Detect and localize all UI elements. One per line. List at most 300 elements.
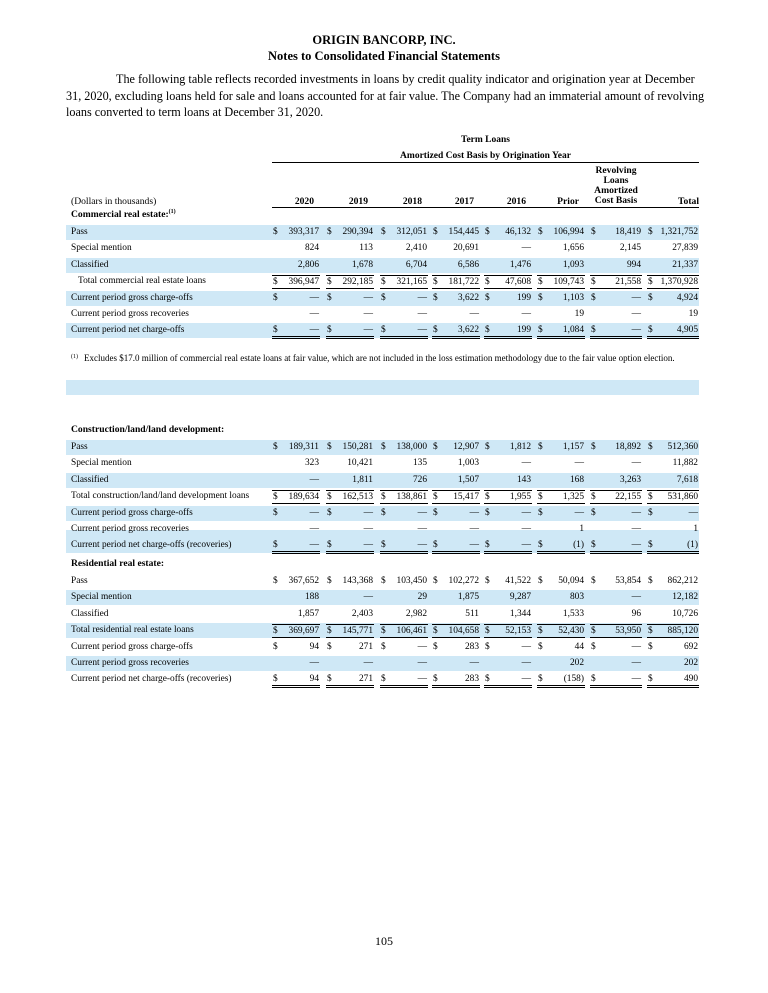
cell-value: (158) [563, 674, 584, 685]
currency-symbol: $ [648, 641, 653, 652]
cell-value: 396,947 [288, 277, 319, 288]
currency-symbol: $ [273, 626, 278, 637]
table-row [66, 574, 699, 589]
currency-symbol: $ [273, 292, 278, 303]
table-cell [432, 576, 480, 588]
revolving-header-line: Amortized [594, 185, 638, 196]
currency-symbol: $ [433, 626, 438, 637]
cell-value: 138,861 [396, 492, 427, 503]
cell-value: 52,430 [558, 626, 584, 637]
cell-value: 271 [358, 674, 373, 685]
currency-symbol: $ [591, 325, 596, 336]
table-cell [432, 309, 480, 321]
table-cell [380, 243, 428, 255]
column-header: Prior [557, 196, 579, 207]
cell-value: — [574, 507, 584, 518]
table-cell [484, 624, 532, 638]
table-cell [326, 540, 374, 554]
cell-value: 1,344 [509, 608, 531, 619]
currency-symbol: $ [381, 641, 386, 652]
currency-symbol: $ [538, 626, 543, 637]
table-cell [590, 508, 642, 520]
table-cell [484, 490, 532, 504]
cell-value: 312,051 [396, 227, 427, 237]
currency-symbol: $ [273, 641, 278, 652]
currency-symbol: $ [273, 227, 278, 237]
table-cell [272, 227, 320, 239]
section-title [71, 209, 176, 220]
cell-value: 393,317 [288, 227, 319, 237]
table-cell [537, 442, 585, 454]
cell-value: — [631, 641, 641, 652]
table-cell [272, 674, 320, 688]
table-cell [647, 490, 699, 504]
cell-value: 862,212 [667, 576, 698, 586]
table-cell [380, 576, 428, 588]
table-cell [590, 293, 642, 305]
cell-value: 106,461 [396, 626, 427, 637]
currency-symbol: $ [648, 227, 653, 237]
cell-value: 21,558 [615, 277, 641, 288]
table-row [66, 489, 699, 504]
cell-value: (1) [687, 540, 698, 551]
section-title [71, 424, 224, 435]
table-cell [380, 260, 428, 272]
table-cell [432, 524, 480, 536]
cell-value: — [521, 674, 531, 685]
table-cell [647, 227, 699, 239]
table-cell [326, 243, 374, 255]
table-cell [326, 674, 374, 688]
cell-value: — [417, 507, 427, 518]
currency-symbol: $ [327, 626, 332, 637]
table-cell [590, 576, 642, 588]
table-cell [380, 592, 428, 604]
table-cell [432, 508, 480, 520]
cell-value: 9,287 [509, 592, 531, 603]
table-row [66, 440, 699, 455]
revolving-header-line: Revolving [595, 165, 637, 176]
cell-value: — [631, 674, 641, 685]
currency-symbol: $ [648, 277, 653, 288]
currency-symbol: $ [273, 442, 278, 452]
row-label: Special mention [71, 592, 132, 603]
currency-symbol: $ [485, 442, 490, 452]
table-cell [326, 576, 374, 588]
cell-value: — [688, 507, 698, 518]
table-row [66, 607, 699, 622]
cell-value: — [363, 309, 373, 319]
cell-value: 154,445 [448, 227, 479, 237]
currency-symbol: $ [538, 292, 543, 303]
cell-value: — [417, 309, 427, 319]
cell-value: 20,691 [453, 243, 479, 254]
currency-symbol: $ [381, 227, 386, 237]
cell-value: 145,771 [342, 626, 373, 637]
table-cell [380, 624, 428, 638]
table-row [66, 456, 699, 471]
cell-value: 1,103 [562, 292, 584, 303]
row-label: Current period gross recoveries [71, 658, 189, 668]
table-cell [432, 458, 480, 470]
row-label: Current period net charge-offs (recoveries) [71, 674, 232, 685]
cell-value: 1,093 [562, 259, 584, 270]
table-cell [326, 490, 374, 504]
row-label: Special mention [71, 243, 132, 254]
cell-value: — [631, 592, 641, 603]
table-cell [272, 458, 320, 470]
table-cell [272, 658, 320, 670]
currency-symbol: $ [485, 540, 490, 551]
currency-symbol: $ [538, 277, 543, 288]
table-cell [380, 227, 428, 239]
table-cell [326, 309, 374, 321]
table-cell [537, 540, 585, 554]
currency-symbol: $ [591, 626, 596, 637]
table-cell [537, 642, 585, 654]
table-cell [537, 658, 585, 670]
currency-symbol: $ [381, 277, 386, 288]
row-label: Total residential real estate loans [71, 625, 194, 636]
table-cell [590, 275, 642, 289]
currency-symbol: $ [648, 292, 653, 303]
cell-value: 1,476 [509, 259, 531, 270]
table-cell [590, 227, 642, 239]
cell-value: 46,132 [505, 227, 531, 237]
cell-value: — [521, 507, 531, 518]
cell-value: 11,882 [672, 458, 698, 469]
caption-rule [272, 162, 699, 163]
row-label: Total construction/land/land development loans [71, 491, 250, 502]
cell-value: 1,812 [509, 442, 531, 452]
currency-symbol: $ [381, 492, 386, 503]
cell-value: — [521, 641, 531, 652]
currency-symbol: $ [433, 442, 438, 452]
table-row [66, 506, 699, 521]
cell-value: — [309, 292, 319, 303]
currency-symbol: $ [538, 227, 543, 237]
table-cell [432, 540, 480, 554]
table-row [66, 656, 699, 671]
table-cell [484, 442, 532, 454]
currency-symbol: $ [433, 325, 438, 336]
table-cell [380, 475, 428, 487]
header-rule [272, 207, 699, 208]
table-cell [272, 540, 320, 554]
cell-value: 44 [574, 641, 584, 652]
table-cell [484, 592, 532, 604]
table-cell [590, 609, 642, 621]
table-cell [432, 658, 480, 670]
table-cell [647, 624, 699, 638]
table-cell [432, 490, 480, 504]
currency-symbol: $ [381, 674, 386, 685]
cell-value: 199 [516, 292, 531, 303]
cell-value: — [309, 507, 319, 518]
table-cell [647, 674, 699, 688]
cell-value: 12,907 [453, 442, 479, 452]
table-row [66, 473, 699, 488]
cell-value: 10,726 [672, 608, 698, 619]
table-cell [537, 592, 585, 604]
row-label: Pass [71, 442, 88, 452]
spacer-band [66, 380, 699, 395]
cell-value: 1,321,752 [660, 227, 698, 237]
cell-value: 1,325 [562, 492, 584, 503]
currency-symbol: $ [485, 227, 490, 237]
column-header-revolving [584, 166, 648, 206]
table-cell [326, 293, 374, 305]
cell-value: — [631, 507, 641, 518]
table-cell [484, 260, 532, 272]
currency-symbol: $ [381, 325, 386, 336]
table-cell [484, 458, 532, 470]
cell-value: — [521, 524, 531, 534]
table-cell [590, 540, 642, 554]
currency-symbol: $ [273, 277, 278, 288]
cell-value: — [417, 674, 427, 685]
cell-value: — [521, 458, 531, 469]
table-cell [484, 475, 532, 487]
row-label: Current period net charge-offs [71, 325, 185, 336]
table-cell [272, 243, 320, 255]
cell-value: 135 [412, 458, 427, 469]
cell-value: 4,905 [676, 325, 698, 336]
table-cell [432, 592, 480, 604]
currency-symbol: $ [485, 325, 490, 336]
currency-symbol: $ [381, 292, 386, 303]
table-cell [537, 490, 585, 504]
cell-value: 3,263 [619, 474, 641, 485]
row-label: Pass [71, 227, 88, 237]
table-cell [590, 642, 642, 654]
table-cell [484, 227, 532, 239]
table-cell [484, 243, 532, 255]
cell-value: 2,982 [405, 608, 427, 619]
row-label: Current period gross charge-offs [71, 641, 193, 652]
section-title-text: Residential real estate: [71, 558, 165, 569]
cell-value: — [309, 474, 319, 485]
table-cell [484, 508, 532, 520]
cell-value: — [363, 592, 373, 603]
section-title [71, 558, 164, 569]
cell-value: — [469, 507, 479, 518]
cell-value: — [417, 658, 427, 668]
currency-symbol: $ [648, 507, 653, 518]
table-cell [380, 442, 428, 454]
table-cell [537, 243, 585, 255]
table-cell [537, 309, 585, 321]
cell-value: 18,892 [615, 442, 641, 452]
table-cell [590, 490, 642, 504]
cell-value: — [469, 524, 479, 534]
cell-value: — [631, 658, 641, 668]
cell-value: 27,839 [672, 243, 698, 254]
table-cell [647, 442, 699, 454]
currency-symbol: $ [538, 325, 543, 336]
table-cell [590, 243, 642, 255]
currency-symbol: $ [591, 227, 596, 237]
cell-value: 1,003 [457, 458, 479, 469]
currency-symbol: $ [591, 540, 596, 551]
table-row [66, 225, 699, 240]
currency-symbol: $ [485, 576, 490, 586]
cell-value: 2,145 [619, 243, 641, 254]
table-cell [537, 260, 585, 272]
table-cell [326, 524, 374, 536]
table-cell [380, 508, 428, 520]
table-cell [432, 609, 480, 621]
cell-value: — [363, 658, 373, 668]
cell-value: — [363, 540, 373, 551]
table-cell [590, 658, 642, 670]
cell-value: 885,120 [667, 626, 698, 637]
intro-paragraph [66, 71, 706, 121]
cell-value: 15,417 [453, 492, 479, 503]
table-cell [272, 642, 320, 654]
cell-value: 22,155 [615, 492, 641, 503]
cell-value: — [417, 292, 427, 303]
table-row [66, 522, 699, 537]
table-cell [647, 275, 699, 289]
cell-value: 1,955 [509, 492, 531, 503]
currency-symbol: $ [433, 292, 438, 303]
table-cell [647, 475, 699, 487]
table-cell [590, 260, 642, 272]
table-cell [272, 442, 320, 454]
currency-symbol: $ [591, 507, 596, 518]
table-cell [432, 227, 480, 239]
table-cell [326, 592, 374, 604]
table-cell [590, 524, 642, 536]
column-header: 2019 [348, 196, 368, 207]
table-row [66, 274, 699, 289]
table-cell [432, 475, 480, 487]
currency-symbol: $ [591, 277, 596, 288]
cell-value: — [309, 309, 319, 319]
cell-value: — [631, 524, 641, 534]
table-row [66, 291, 699, 306]
row-label: Special mention [71, 458, 132, 469]
footnote-reference: (1) [168, 209, 176, 215]
cell-value: 321,165 [396, 277, 427, 288]
table-cell [272, 524, 320, 536]
table-row [66, 640, 699, 655]
row-label: Pass [71, 576, 88, 586]
table-cell [380, 325, 428, 339]
revolving-header-line: Loans [603, 175, 629, 186]
cell-value: 6,586 [457, 259, 479, 270]
row-label: Current period gross charge-offs [71, 507, 193, 518]
table-cell [537, 624, 585, 638]
currency-symbol: $ [648, 576, 653, 586]
table-cell [432, 275, 480, 289]
cell-value: 1,857 [297, 608, 319, 619]
cell-value: 162,513 [342, 492, 373, 503]
row-label: Current period gross recoveries [71, 524, 189, 534]
cell-value: 283 [464, 641, 479, 652]
currency-symbol: $ [648, 674, 653, 685]
currency-symbol: $ [485, 626, 490, 637]
cell-value: (1) [573, 540, 584, 551]
table-cell [432, 674, 480, 688]
cell-value: — [631, 458, 641, 469]
cell-value: — [469, 540, 479, 551]
currency-symbol: $ [327, 507, 332, 518]
currency-symbol: $ [538, 576, 543, 586]
currency-symbol: $ [433, 507, 438, 518]
currency-symbol: $ [485, 492, 490, 503]
cell-value: 50,094 [558, 576, 584, 586]
cell-value: 103,450 [396, 576, 427, 586]
cell-value: — [363, 325, 373, 336]
table-cell [326, 458, 374, 470]
table-cell [537, 458, 585, 470]
currency-symbol: $ [273, 325, 278, 336]
cell-value: 202 [683, 658, 698, 668]
currency-symbol: $ [381, 626, 386, 637]
table-cell [484, 325, 532, 339]
company-name: ORIGIN BANCORP, INC. [312, 33, 456, 47]
table-cell [326, 609, 374, 621]
currency-symbol: $ [485, 641, 490, 652]
table-cell [647, 508, 699, 520]
cell-value: 94 [309, 674, 319, 685]
cell-value: — [363, 292, 373, 303]
cell-value: 2,403 [351, 608, 373, 619]
table-cell [380, 309, 428, 321]
revolving-header-line: Cost Basis [594, 195, 638, 206]
currency-symbol: $ [648, 492, 653, 503]
table-cell [590, 674, 642, 688]
cell-value: 803 [569, 592, 584, 603]
currency-symbol: $ [381, 507, 386, 518]
currency-symbol: $ [273, 507, 278, 518]
cell-value: 106,994 [553, 227, 584, 237]
table-cell [537, 293, 585, 305]
cell-value: 7,618 [676, 474, 698, 485]
table-cell [272, 325, 320, 339]
cell-value: 1,507 [457, 474, 479, 485]
currency-symbol: $ [273, 492, 278, 503]
cell-value: 3,622 [457, 325, 479, 336]
table-cell [272, 275, 320, 289]
table-cell [484, 609, 532, 621]
cell-value: 47,608 [505, 277, 531, 288]
currency-symbol: $ [485, 507, 490, 518]
row-label: Classified [71, 608, 109, 619]
table-cell [380, 275, 428, 289]
table-cell [432, 243, 480, 255]
currency-symbol: $ [381, 540, 386, 551]
row-label: Total commercial real estate loans [78, 276, 206, 287]
table-cell [326, 658, 374, 670]
table-cell [647, 609, 699, 621]
table-cell [380, 293, 428, 305]
cell-value: 6,704 [405, 259, 427, 270]
currency-symbol: $ [433, 492, 438, 503]
cell-value: 94 [309, 641, 319, 652]
column-header: 2018 [402, 196, 422, 207]
currency-symbol: $ [538, 442, 543, 452]
cell-value: 12,182 [672, 592, 698, 603]
table-cell [272, 624, 320, 638]
cell-value: — [417, 540, 427, 551]
table-cell [647, 658, 699, 670]
table-cell [326, 260, 374, 272]
cell-value: — [631, 325, 641, 336]
table-cell [484, 275, 532, 289]
